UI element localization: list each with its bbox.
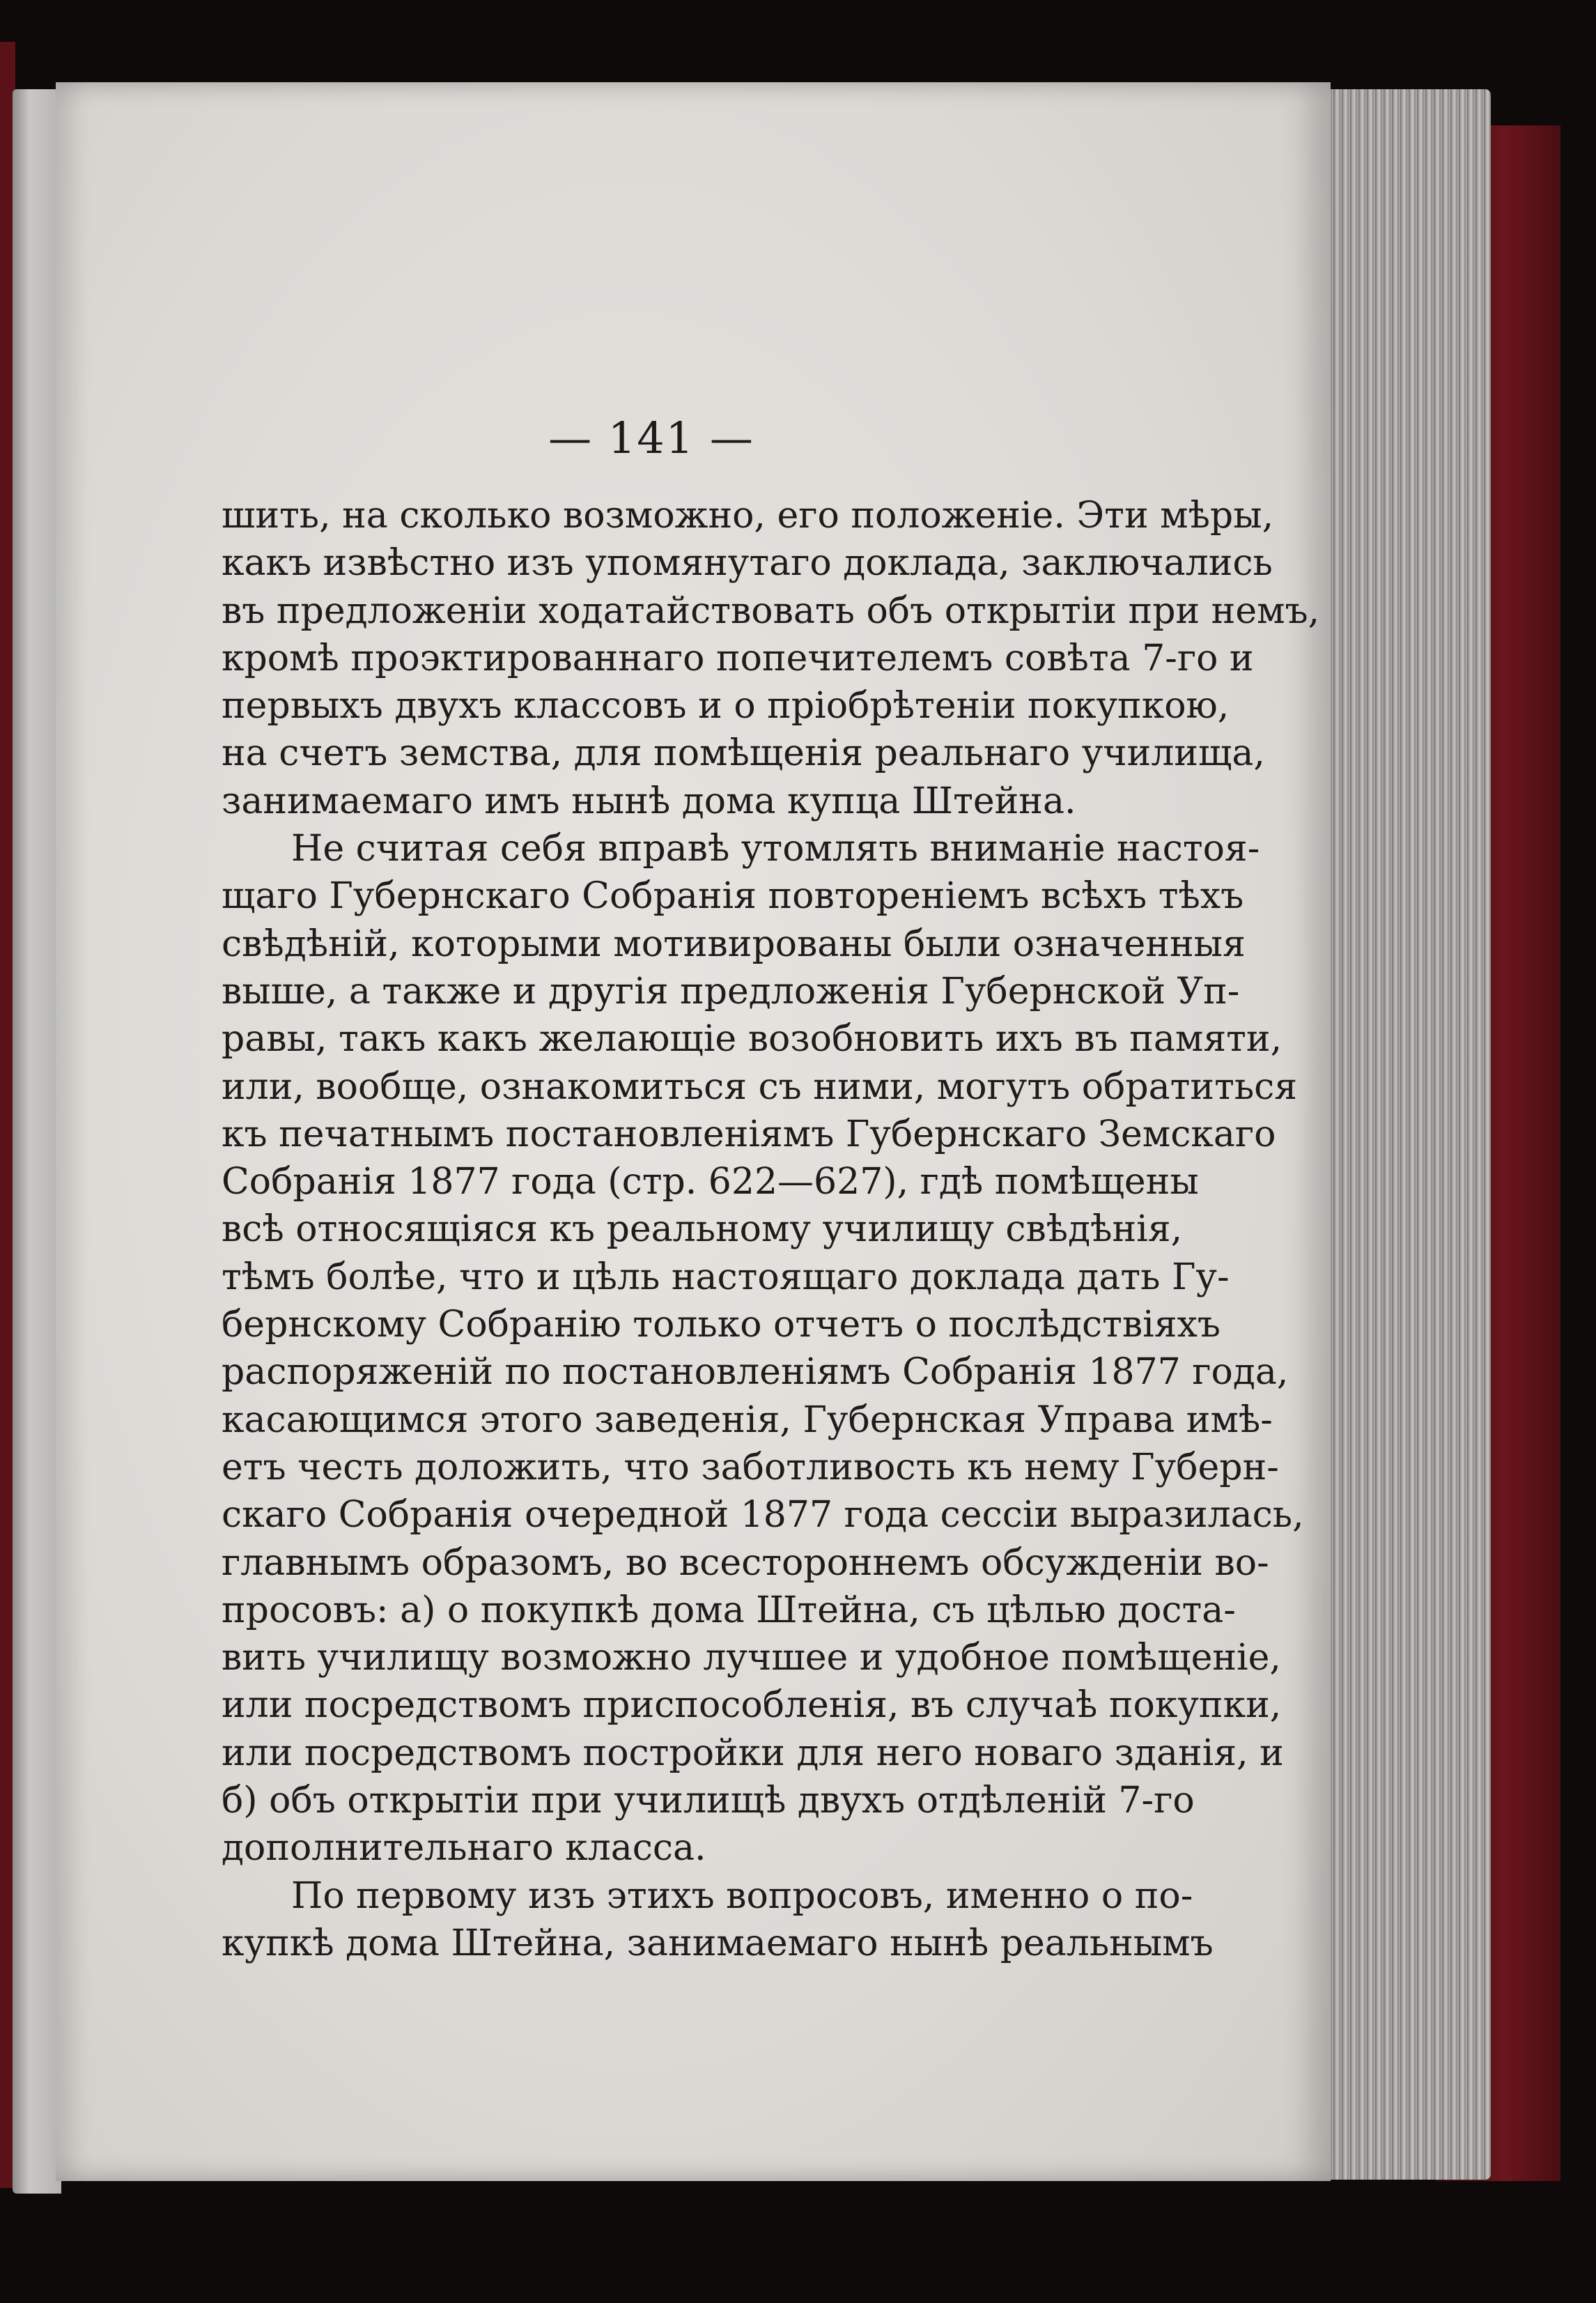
text-line: купкѣ дома Штейна, занимаемаго нынѣ реальнымъ bbox=[222, 1922, 1214, 1964]
text-line: на счетъ земства, для помѣщенія реальнаго училища, bbox=[222, 732, 1265, 775]
text-line: шить, на сколько возможно, его положеніе. Эти мѣры, bbox=[222, 495, 1274, 537]
text-line: Не считая себя вправѣ утомлять вниманіе настоя- bbox=[291, 828, 1260, 870]
text-line: главнымъ образомъ, во всестороннемъ обсужденіи во- bbox=[222, 1541, 1269, 1584]
text-line: первыхъ двухъ классовъ и о пріобрѣтеніи покупкою, bbox=[222, 685, 1230, 727]
text-line: выше, а также и другія предложенія Губернской Уп- bbox=[222, 970, 1240, 1012]
text-line: къ печатнымъ постановленіямъ Губернскаго Земскаго bbox=[222, 1113, 1276, 1155]
text-line: свѣдѣній, которыми мотивированы были означенныя bbox=[222, 923, 1246, 965]
text-line: Собранія 1877 года (стр. 622—627), гдѣ помѣщены bbox=[222, 1161, 1199, 1203]
text-line: касающимся этого заведенія, Губернская Управа имѣ- bbox=[222, 1399, 1273, 1441]
text-line: вить училищу возможно лучшее и удобное помѣщеніе, bbox=[222, 1637, 1281, 1679]
text-line: или, вообще, ознакомиться съ ними, могутъ обратиться bbox=[222, 1065, 1298, 1108]
text-line: занимаемаго имъ нынѣ дома купца Штейна. bbox=[222, 780, 1076, 822]
page-number: — 141 — bbox=[548, 413, 754, 463]
text-line: щаго Губернскаго Собранія повтореніемъ всѣхъ тѣхъ bbox=[222, 875, 1244, 918]
page-stack-edge bbox=[1317, 89, 1491, 2180]
text-line: тѣмъ болѣе, что и цѣль настоящаго доклада дать Гу- bbox=[222, 1256, 1230, 1298]
text-line: распоряженій по постановленіямъ Собранія 1877 года, bbox=[222, 1351, 1289, 1394]
text-line: просовъ: а) о покупкѣ дома Штейна, съ цѣлью доста- bbox=[222, 1589, 1236, 1631]
body-text bbox=[222, 492, 1320, 1967]
text-line: кромѣ проэктированнаго попечителемъ совѣта 7-го и bbox=[222, 637, 1254, 679]
text-line: равы, такъ какъ желающіе возобновить ихъ въ памяти, bbox=[222, 1018, 1283, 1061]
text-line: скаго Собранія очередной 1877 года сессіи выразилась, bbox=[222, 1494, 1304, 1536]
text-line: или посредствомъ постройки для него новаго зданія, и bbox=[222, 1732, 1284, 1774]
book-page bbox=[56, 82, 1331, 2181]
text-line: По первому изъ этихъ вопросовъ, именно о по- bbox=[291, 1874, 1193, 1917]
text-line: б) объ открытіи при училищѣ двухъ отдѣленій 7-го bbox=[222, 1780, 1195, 1822]
text-line: всѣ относящіяся къ реальному училищу свѣдѣнія, bbox=[222, 1208, 1183, 1251]
text-line: етъ честь доложить, что заботливость къ нему Губерн- bbox=[222, 1446, 1279, 1488]
text-line: дополнительнаго класса. bbox=[222, 1827, 706, 1870]
text-line: какъ извѣстно изъ упомянутаго доклада, заключались bbox=[222, 542, 1273, 585]
facing-page-edge bbox=[13, 89, 61, 2194]
text-line: или посредствомъ приспособленія, въ случаѣ покупки, bbox=[222, 1684, 1282, 1727]
text-line: въ предложеніи ходатайствовать объ открытіи при немъ, bbox=[222, 590, 1320, 632]
text-line: бернскому Собранію только отчетъ о послѣдствіяхъ bbox=[222, 1304, 1221, 1346]
